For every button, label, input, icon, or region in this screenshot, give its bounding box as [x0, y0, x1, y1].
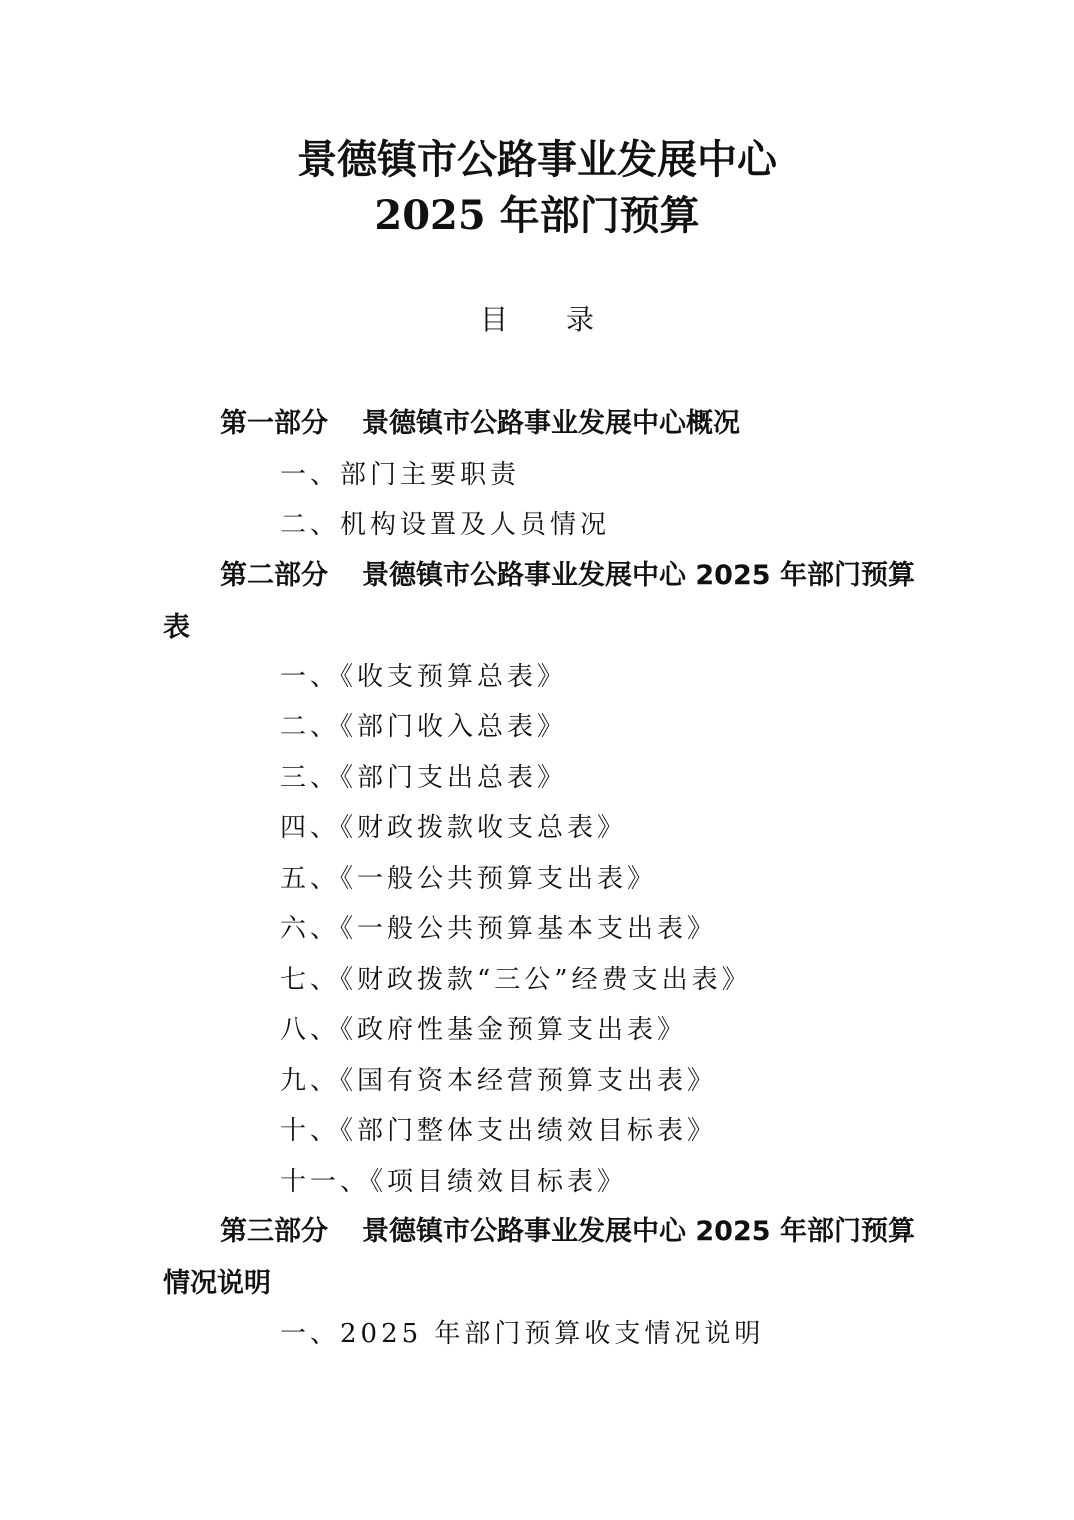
toc-part-2-item-10[interactable]: 十、《部门整体支出绩效目标表》	[280, 1116, 718, 1146]
toc-part-3-title: 景德镇市公路事业发展中心 2025 年部门预算情况说明	[163, 1216, 915, 1299]
toc-part-2-item-4[interactable]: 四、《财政拨款收支总表》	[280, 813, 628, 843]
toc-part-1-title: 景德镇市公路事业发展中心概况	[362, 408, 740, 439]
toc-part-1-label: 第一部分	[220, 408, 328, 439]
document-title-line1: 景德镇市公路事业发展中心	[297, 136, 777, 183]
toc-heading-left: 目	[479, 303, 508, 336]
toc-part-3[interactable]	[163, 1206, 923, 1310]
toc-part-2-item-2[interactable]: 二、《部门收入总表》	[280, 712, 568, 742]
document-title-line2: 2025 年部门预算	[374, 192, 700, 239]
toc-heading-right: 录	[566, 303, 595, 336]
toc-part-2-item-11[interactable]: 十一、《项目绩效目标表》	[280, 1167, 628, 1197]
toc-part-3-label: 第三部分	[220, 1216, 328, 1247]
toc-part-1[interactable]	[163, 398, 923, 450]
toc-heading	[0, 300, 1074, 340]
toc-part-2-item-1[interactable]: 一、《收支预算总表》	[280, 662, 568, 692]
toc-part-2-label: 第二部分	[220, 560, 328, 591]
toc-part-1-item-1[interactable]: 一、部门主要职责	[280, 460, 521, 490]
toc-part-2[interactable]	[163, 550, 923, 654]
toc-part-2-item-9[interactable]: 九、《国有资本经营预算支出表》	[280, 1066, 718, 1096]
toc-part-1-item-2[interactable]: 二、机构设置及人员情况	[280, 510, 611, 540]
toc-part-2-item-8[interactable]: 八、《政府性基金预算支出表》	[280, 1015, 688, 1045]
toc-part-2-item-7[interactable]: 七、《财政拨款“三公”经费支出表》	[280, 965, 752, 995]
toc-part-2-item-5[interactable]: 五、《一般公共预算支出表》	[280, 864, 658, 894]
toc-part-2-item-3[interactable]: 三、《部门支出总表》	[280, 763, 568, 793]
toc-part-2-item-6[interactable]: 六、《一般公共预算基本支出表》	[280, 914, 718, 944]
toc-part-2-title: 景德镇市公路事业发展中心 2025 年部门预算表	[163, 560, 915, 643]
toc-part-3-item-1[interactable]: 一、2025 年部门预算收支情况说明	[280, 1319, 765, 1349]
